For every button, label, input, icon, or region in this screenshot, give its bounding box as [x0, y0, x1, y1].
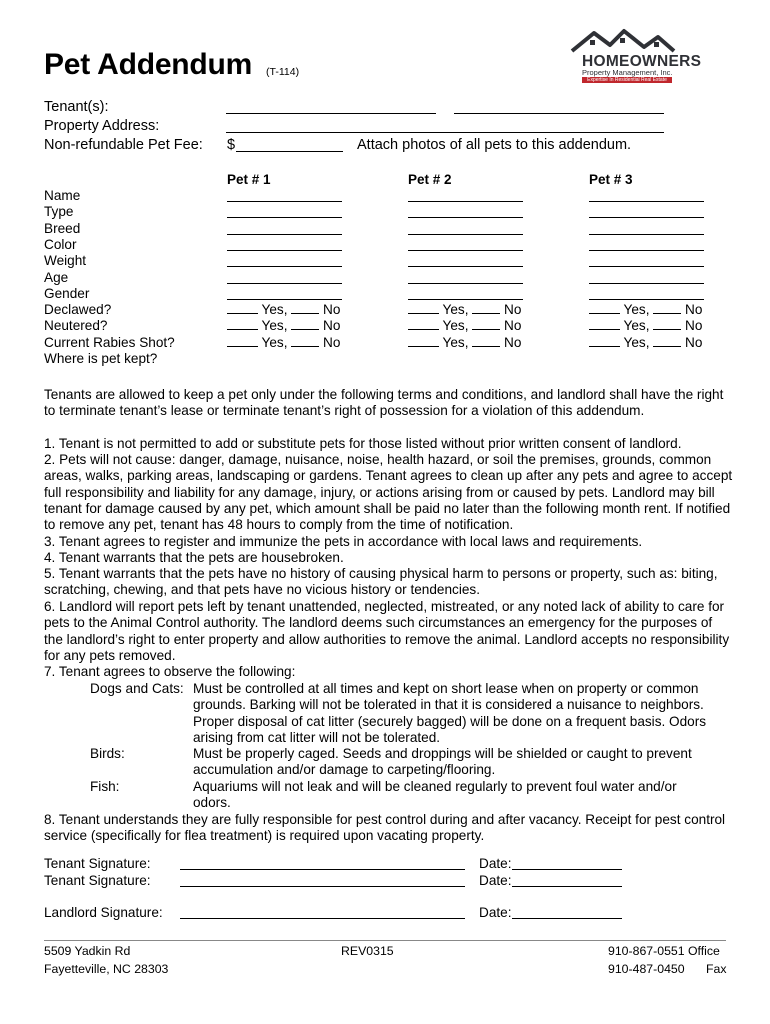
yes-label: Yes, [261, 318, 288, 333]
pet-2-gender-line[interactable] [408, 299, 523, 300]
yes-label: Yes, [442, 318, 469, 333]
property-address-line[interactable] [226, 132, 664, 133]
fish-label: Fish: [90, 779, 120, 794]
no-label: No [685, 302, 703, 317]
row-label-type: Type [44, 204, 74, 219]
pet-3-color-line[interactable] [589, 250, 704, 251]
pet-2-age-line[interactable] [408, 283, 523, 284]
pet-fee-line[interactable] [236, 151, 343, 152]
pet-3-neutered[interactable] [589, 318, 702, 333]
logo-name: HOMEOWNERS [582, 53, 702, 70]
pet-2-declawed[interactable] [408, 302, 521, 317]
pet-3-weight-line[interactable] [589, 266, 704, 267]
tenant-signature-1-label: Tenant Signature: [44, 856, 151, 871]
row-label-gender: Gender [44, 286, 90, 301]
row-label-color: Color [44, 237, 77, 252]
tenants-label: Tenant(s): [44, 99, 109, 115]
tenant-date-2-line[interactable] [512, 886, 622, 887]
no-label: No [504, 318, 522, 333]
pet-1-name-line[interactable] [227, 201, 342, 202]
row-label-neutered: Neutered? [44, 318, 108, 333]
no-label: No [685, 318, 703, 333]
term-4: 4. Tenant warrants that the pets are housebroken. [44, 550, 344, 565]
term-6: 6. Landlord will report pets left by tenant unattended, neglected, mistreated, or any noted lack of ability to care for pets to the Animal Control authority. The landlord deems such circumstances an emergency for the purposes of the landlord’s right to enter property and allow authorities to remove the animal. Landlord accepts no responsibility for any pets removed. [44, 599, 730, 663]
footer-address-line-2: Fayetteville, NC 28303 [44, 962, 169, 976]
tenant-signature-2-label: Tenant Signature: [44, 873, 151, 888]
row-label-breed: Breed [44, 221, 81, 236]
pet-2-weight-line[interactable] [408, 266, 523, 267]
pet-1-declawed[interactable] [227, 302, 340, 317]
yes-label: Yes, [623, 302, 650, 317]
row-label-kept: Where is pet kept? [44, 351, 158, 366]
pet-2-rabies[interactable] [408, 335, 521, 350]
pet-1-header: Pet # 1 [227, 172, 271, 187]
pet-2-name-line[interactable] [408, 201, 523, 202]
no-label: No [323, 302, 341, 317]
term-5: 5. Tenant warrants that the pets have no history of causing physical harm to persons or property, such as: biting, scratching, chewing, and that pets have no vicious history or tendencies. [44, 566, 718, 598]
pet-1-type-line[interactable] [227, 217, 342, 218]
pet-3-type-line[interactable] [589, 217, 704, 218]
row-label-name: Name [44, 188, 81, 203]
landlord-date-line[interactable] [512, 918, 622, 919]
tenant-2-line[interactable] [454, 113, 664, 114]
no-label: No [504, 302, 522, 317]
yes-label: Yes, [261, 335, 288, 350]
pet-3-rabies[interactable] [589, 335, 702, 350]
pet-1-weight-line[interactable] [227, 266, 342, 267]
no-label: No [323, 318, 341, 333]
no-label: No [685, 335, 703, 350]
pet-3-age-line[interactable] [589, 283, 704, 284]
footer-revision: REV0315 [341, 944, 394, 958]
pet-3-gender-line[interactable] [589, 299, 704, 300]
tenant-date-2-label: Date: [479, 873, 512, 888]
tenant-date-1-label: Date: [479, 856, 512, 871]
term-3: 3. Tenant agrees to register and immunize the pets in accordance with local laws and requirements. [44, 534, 643, 549]
tenant-1-line[interactable] [226, 113, 436, 114]
term-2: 2. Pets will not cause: danger, damage, nuisance, noise, health hazard, or soil the premises, grounds, common areas, walks, parking areas, landscaping or gardens. Tenant agrees to clean up after any pets and agree to accept full responsibility and liability for any damage, injury, or actions arising from or caused by pets. Landlord may bill tenant for damage caused by any pet, which amount shall be paid no later than the following month rent. If notified to remove any pet, tenant has 48 hours to comply from the time of notification. [44, 452, 733, 533]
row-label-rabies: Current Rabies Shot? [44, 335, 175, 350]
row-label-declawed: Declawed? [44, 302, 112, 317]
footer-fax-label: Fax [706, 962, 727, 976]
pet-2-color-line[interactable] [408, 250, 523, 251]
pet-1-breed-line[interactable] [227, 234, 342, 235]
pet-2-breed-line[interactable] [408, 234, 523, 235]
page-title: Pet Addendum [44, 48, 253, 81]
pet-1-neutered[interactable] [227, 318, 340, 333]
pet-1-age-line[interactable] [227, 283, 342, 284]
yes-label: Yes, [442, 302, 469, 317]
footer-office-phone: 910-867-0551 Office [608, 944, 720, 958]
property-address-label: Property Address: [44, 118, 160, 134]
pet-2-header: Pet # 2 [408, 172, 452, 187]
landlord-signature-line[interactable] [180, 918, 465, 919]
landlord-date-label: Date: [479, 905, 512, 920]
pet-1-color-line[interactable] [227, 250, 342, 251]
dogs-cats-label: Dogs and Cats: [90, 681, 184, 696]
pet-3-name-line[interactable] [589, 201, 704, 202]
pet-3-header: Pet # 3 [589, 172, 633, 187]
logo-tagline: Expertise In Residential Real Estate [582, 77, 672, 83]
pet-fee-label: Non-refundable Pet Fee: [44, 137, 203, 153]
yes-label: Yes, [442, 335, 469, 350]
term-1: 1. Tenant is not permitted to add or substitute pets for those listed without prior written consent of landlord. [44, 436, 682, 451]
term-7: 7. Tenant agrees to observe the following: [44, 664, 296, 679]
footer-address-line-1: 5509 Yadkin Rd [44, 944, 131, 958]
yes-label: Yes, [623, 335, 650, 350]
pet-3-breed-line[interactable] [589, 234, 704, 235]
fish-text: Aquariums will not leak and will be cleaned regularly to prevent foul water and/or odors. [193, 779, 677, 811]
term-8: 8. Tenant understands they are fully responsible for pest control during and after vacancy. Receipt for pest control service (specifically for flea treatment) is required upon vacating property. [44, 812, 726, 844]
tenant-signature-1-line[interactable] [180, 869, 465, 870]
landlord-signature-label: Landlord Signature: [44, 905, 163, 920]
footer-fax-phone: 910-487-0450 [608, 962, 685, 976]
birds-text: Must be properly caged. Seeds and droppings will be shielded or caught to prevent accumulation and/or damage to carpeting/flooring. [193, 746, 692, 778]
pet-1-gender-line[interactable] [227, 299, 342, 300]
form-code: (T-114) [266, 66, 300, 78]
yes-label: Yes, [261, 302, 288, 317]
dogs-cats-text: Must be controlled at all times and kept on short lease when on property or common grounds. Barking will not be tolerated in that it is considered a nuisance to neighbors. Proper disposal of cat litter (securely bagged) will be done on a frequent basis. Odors arising from cat litter will not be tolerated. [193, 681, 707, 745]
pet-3-declawed[interactable] [589, 302, 702, 317]
no-label: No [504, 335, 522, 350]
yes-label: Yes, [623, 318, 650, 333]
logo-subtitle: Property Management, Inc. [582, 68, 673, 77]
intro-paragraph: Tenants are allowed to keep a pet only under the following terms and conditions, and landlord shall have the right to terminate tenant’s lease or terminate tenant’s right of possession for a violation of this addendum. [44, 387, 724, 419]
pet-2-type-line[interactable] [408, 217, 523, 218]
footer-divider [44, 940, 726, 941]
pet-2-neutered[interactable] [408, 318, 521, 333]
row-label-age: Age [44, 270, 69, 285]
pet-1-rabies[interactable] [227, 335, 340, 350]
no-label: No [323, 335, 341, 350]
tenant-date-1-line[interactable] [512, 869, 622, 870]
attach-photos-note: Attach photos of all pets to this addendum. [357, 137, 632, 153]
pet-fee-dollar: $ [227, 137, 236, 153]
tenant-signature-2-line[interactable] [180, 886, 465, 887]
row-label-weight: Weight [44, 253, 87, 268]
birds-label: Birds: [90, 746, 125, 761]
